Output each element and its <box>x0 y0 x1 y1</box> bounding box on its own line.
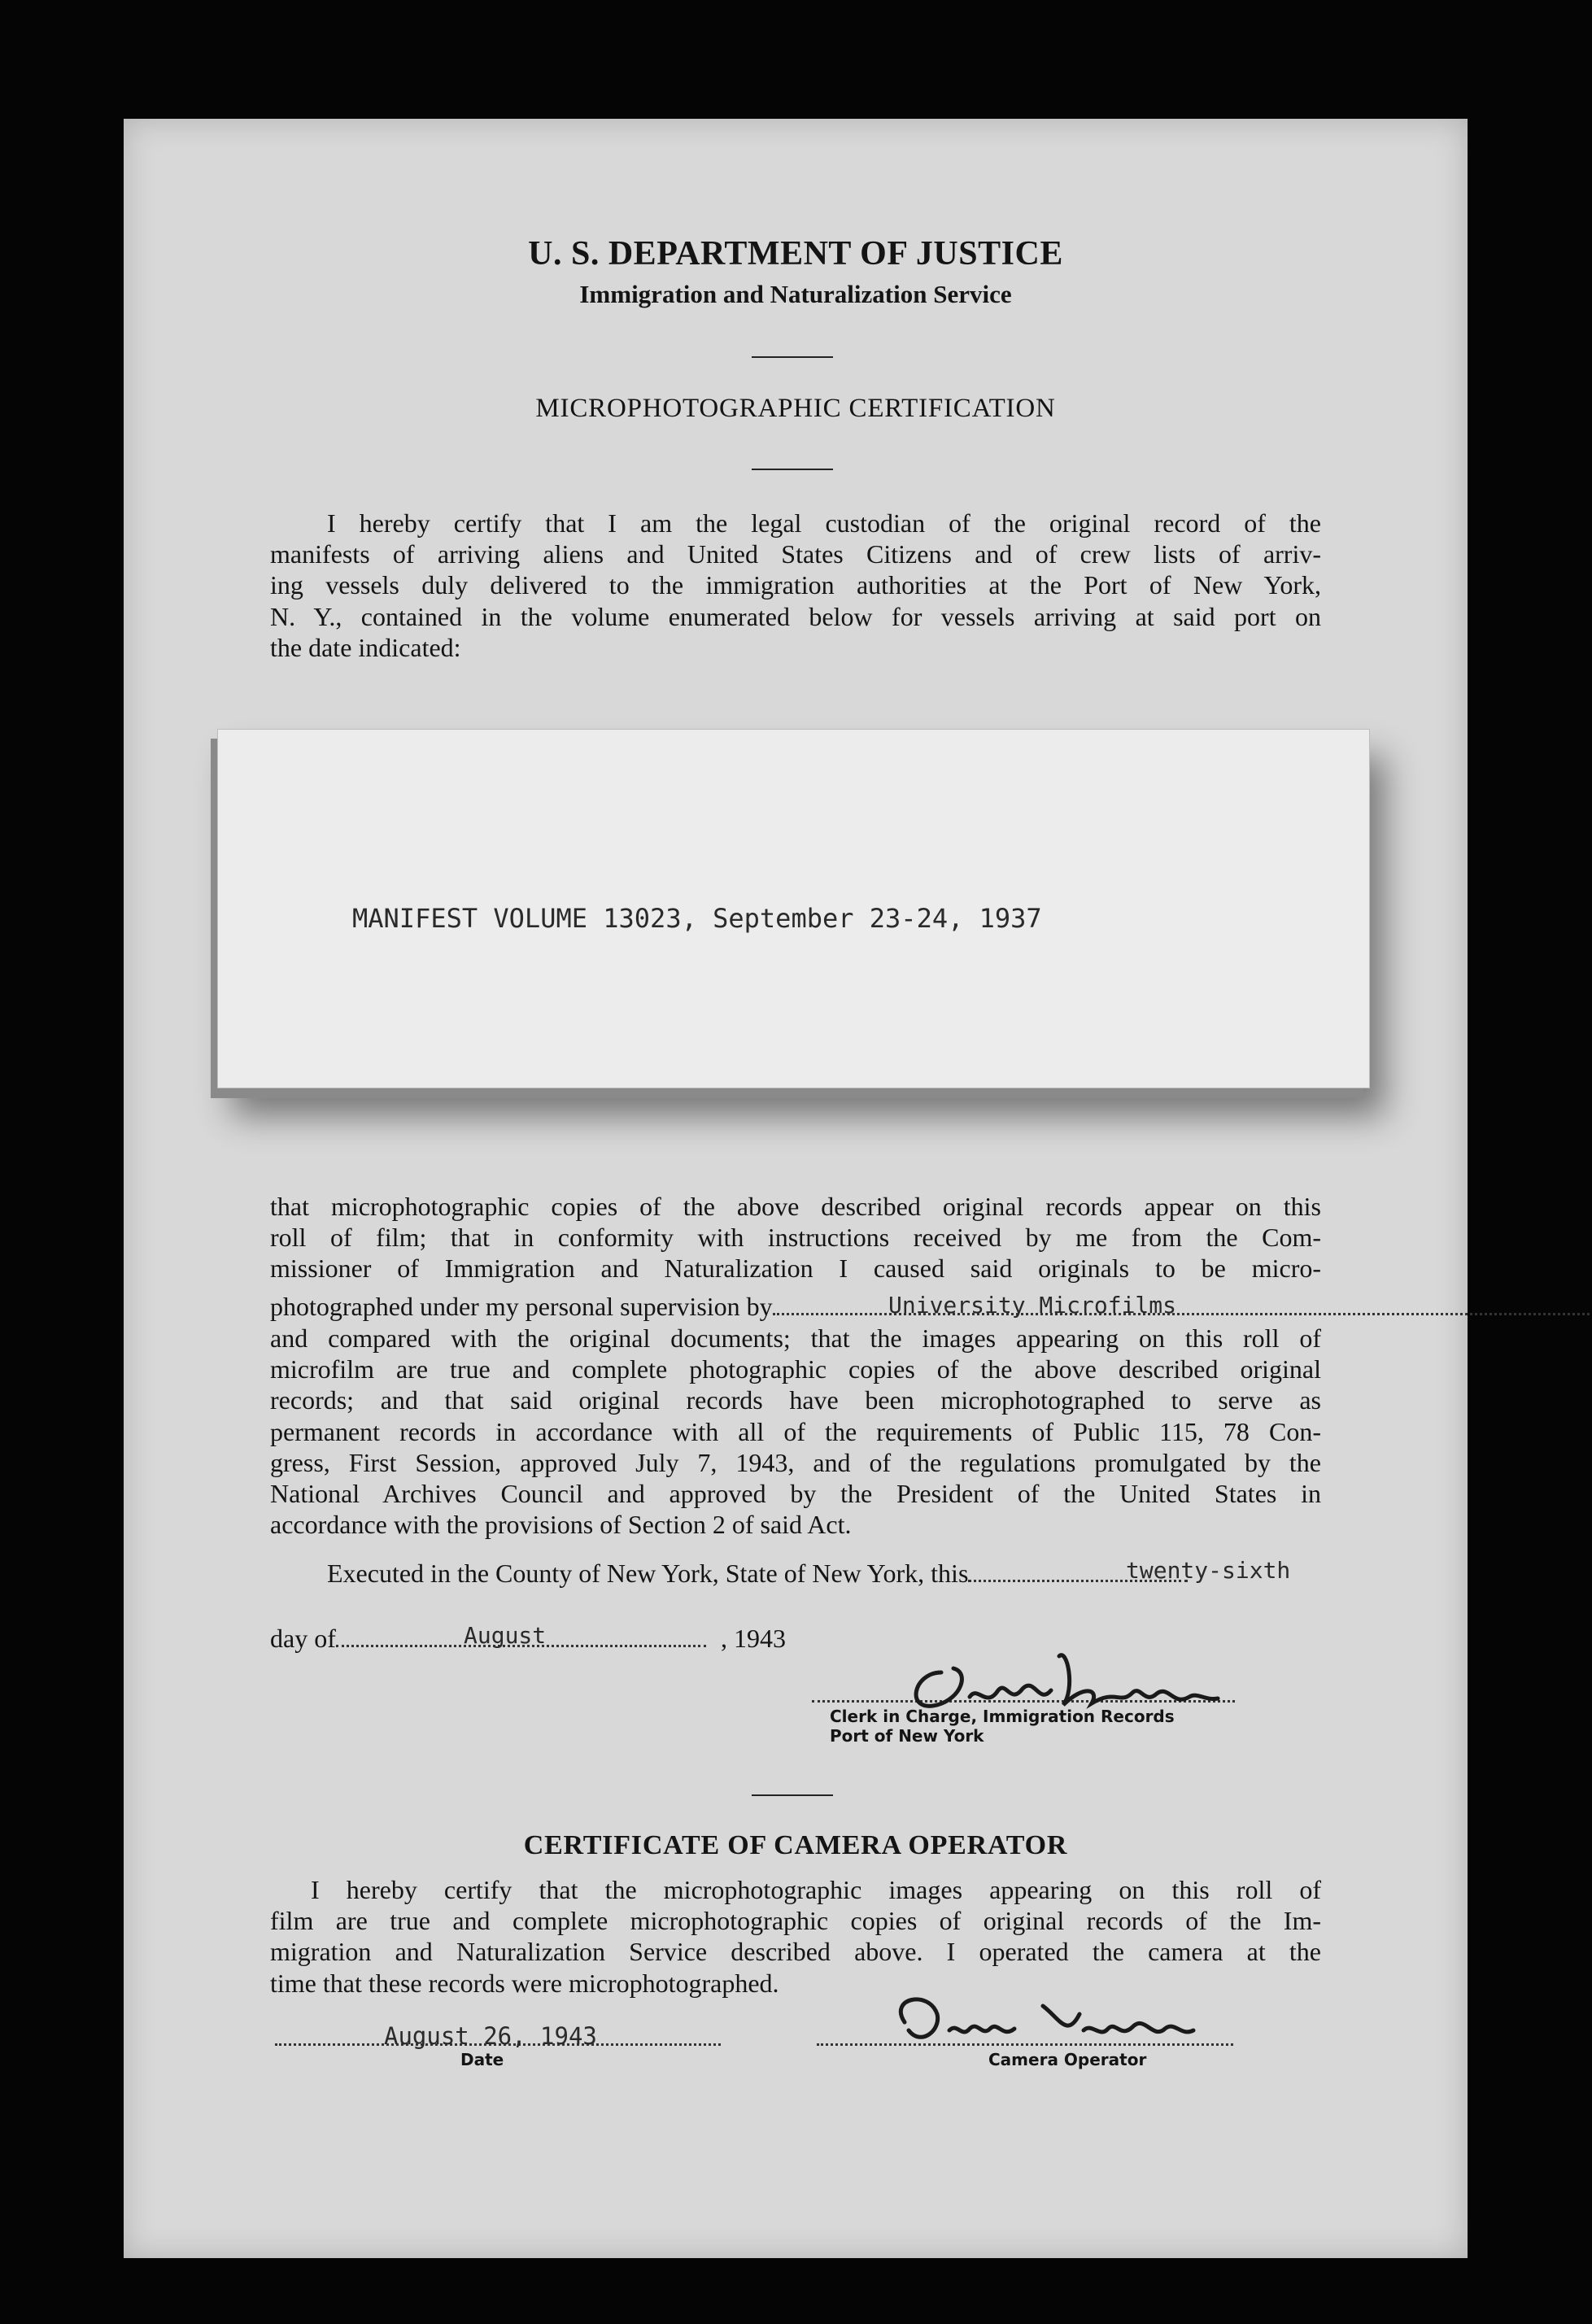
text-line: permanent records in accordance with all of the requirements of Public 115, 78 Con- <box>270 1416 1321 1446</box>
camera-date: August 26, 1943 <box>384 2022 597 2050</box>
certification-document <box>124 119 1468 2258</box>
intro-paragraph <box>270 508 1321 663</box>
text-line: manifests of arriving aliens and United States Citizens and of crew lists of arriv- <box>270 539 1321 569</box>
text-line: National Archives Council and approved by the President of the United States in <box>270 1479 1321 1509</box>
executed-line <box>327 1559 1188 1589</box>
executed-year: , 1943 <box>721 1624 786 1653</box>
manifest-volume-label: MANIFEST VOLUME 13023, September 23-24, 1937 <box>352 903 1042 934</box>
camera-certificate-heading: CERTIFICATE OF CAMERA OPERATOR <box>523 1830 1068 1860</box>
day-of-label: day of <box>270 1624 336 1653</box>
date-caption: Date <box>460 2050 504 2069</box>
executed-month: August <box>464 1622 547 1649</box>
text-line: roll of film; that in conformity with instructions received by me from the Com- <box>270 1223 1321 1253</box>
divider-rule <box>752 356 833 358</box>
department-heading: U. S. DEPARTMENT OF JUSTICE <box>528 235 1063 273</box>
certification-title: MICROPHOTOGRAPHIC CERTIFICATION <box>535 394 1056 423</box>
text-line: I hereby certify that the microphotographic images appearing on this roll of <box>311 1875 1321 1904</box>
body-paragraph-continued <box>270 1323 1321 1540</box>
text-line: that microphotographic copies of the above described original records appear on this <box>270 1192 1321 1221</box>
text-line: migration and Naturalization Service described above. I operated the camera at the <box>270 1937 1321 1967</box>
camera-operator-signature <box>872 1982 1238 2055</box>
text-line: I hereby certify that I am the legal custodian of the original record of the <box>327 508 1321 538</box>
divider-rule <box>752 1794 833 1796</box>
text-line: film are true and complete microphotographic copies of original records of the Im- <box>270 1906 1321 1936</box>
camera-paragraph <box>270 1874 1321 1999</box>
text-line: accordance with the provisions of Section 2 of said Act. <box>270 1510 852 1540</box>
text-line: gress, First Session, approved July 7, 1943, and of the regulations promulgated by the <box>270 1447 1321 1477</box>
manifest-label-card <box>217 729 1370 1088</box>
text-line: missioner of Immigration and Naturalization I caused said originals to be micro- <box>270 1254 1321 1284</box>
text-line: and compared with the original documents; that the images appearing on this roll of <box>270 1323 1321 1353</box>
text-line: microfilm are true and complete photographic copies of the above described original <box>270 1354 1321 1384</box>
service-subheading: Immigration and Naturalization Service <box>579 280 1012 308</box>
photographer-name: University Microfilms <box>888 1292 1177 1319</box>
text-line: ing vessels duly delivered to the immigration authorities at the Port of New York, <box>270 570 1321 600</box>
text-line: the date indicated: <box>270 632 461 662</box>
supervision-prefix: photographed under my personal supervision by <box>270 1292 773 1321</box>
text-line: time that these records were microphotographed. <box>270 1968 779 1998</box>
clerk-title: Clerk in Charge, Immigration Records <box>830 1707 1175 1726</box>
executed-day: twenty-sixth <box>1126 1557 1291 1584</box>
body-paragraph <box>270 1191 1321 1284</box>
clerk-port: Port of New York <box>830 1726 984 1746</box>
text-line: N. Y., contained in the volume enumerated below for vessels arriving at said port on <box>270 601 1321 631</box>
divider-rule <box>752 469 833 470</box>
executed-text: Executed in the County of New York, State of New York, this <box>327 1559 969 1588</box>
text-line: records; and that said original records have been microphotographed to serve as <box>270 1385 1321 1415</box>
camera-operator-caption: Camera Operator <box>988 2050 1147 2069</box>
